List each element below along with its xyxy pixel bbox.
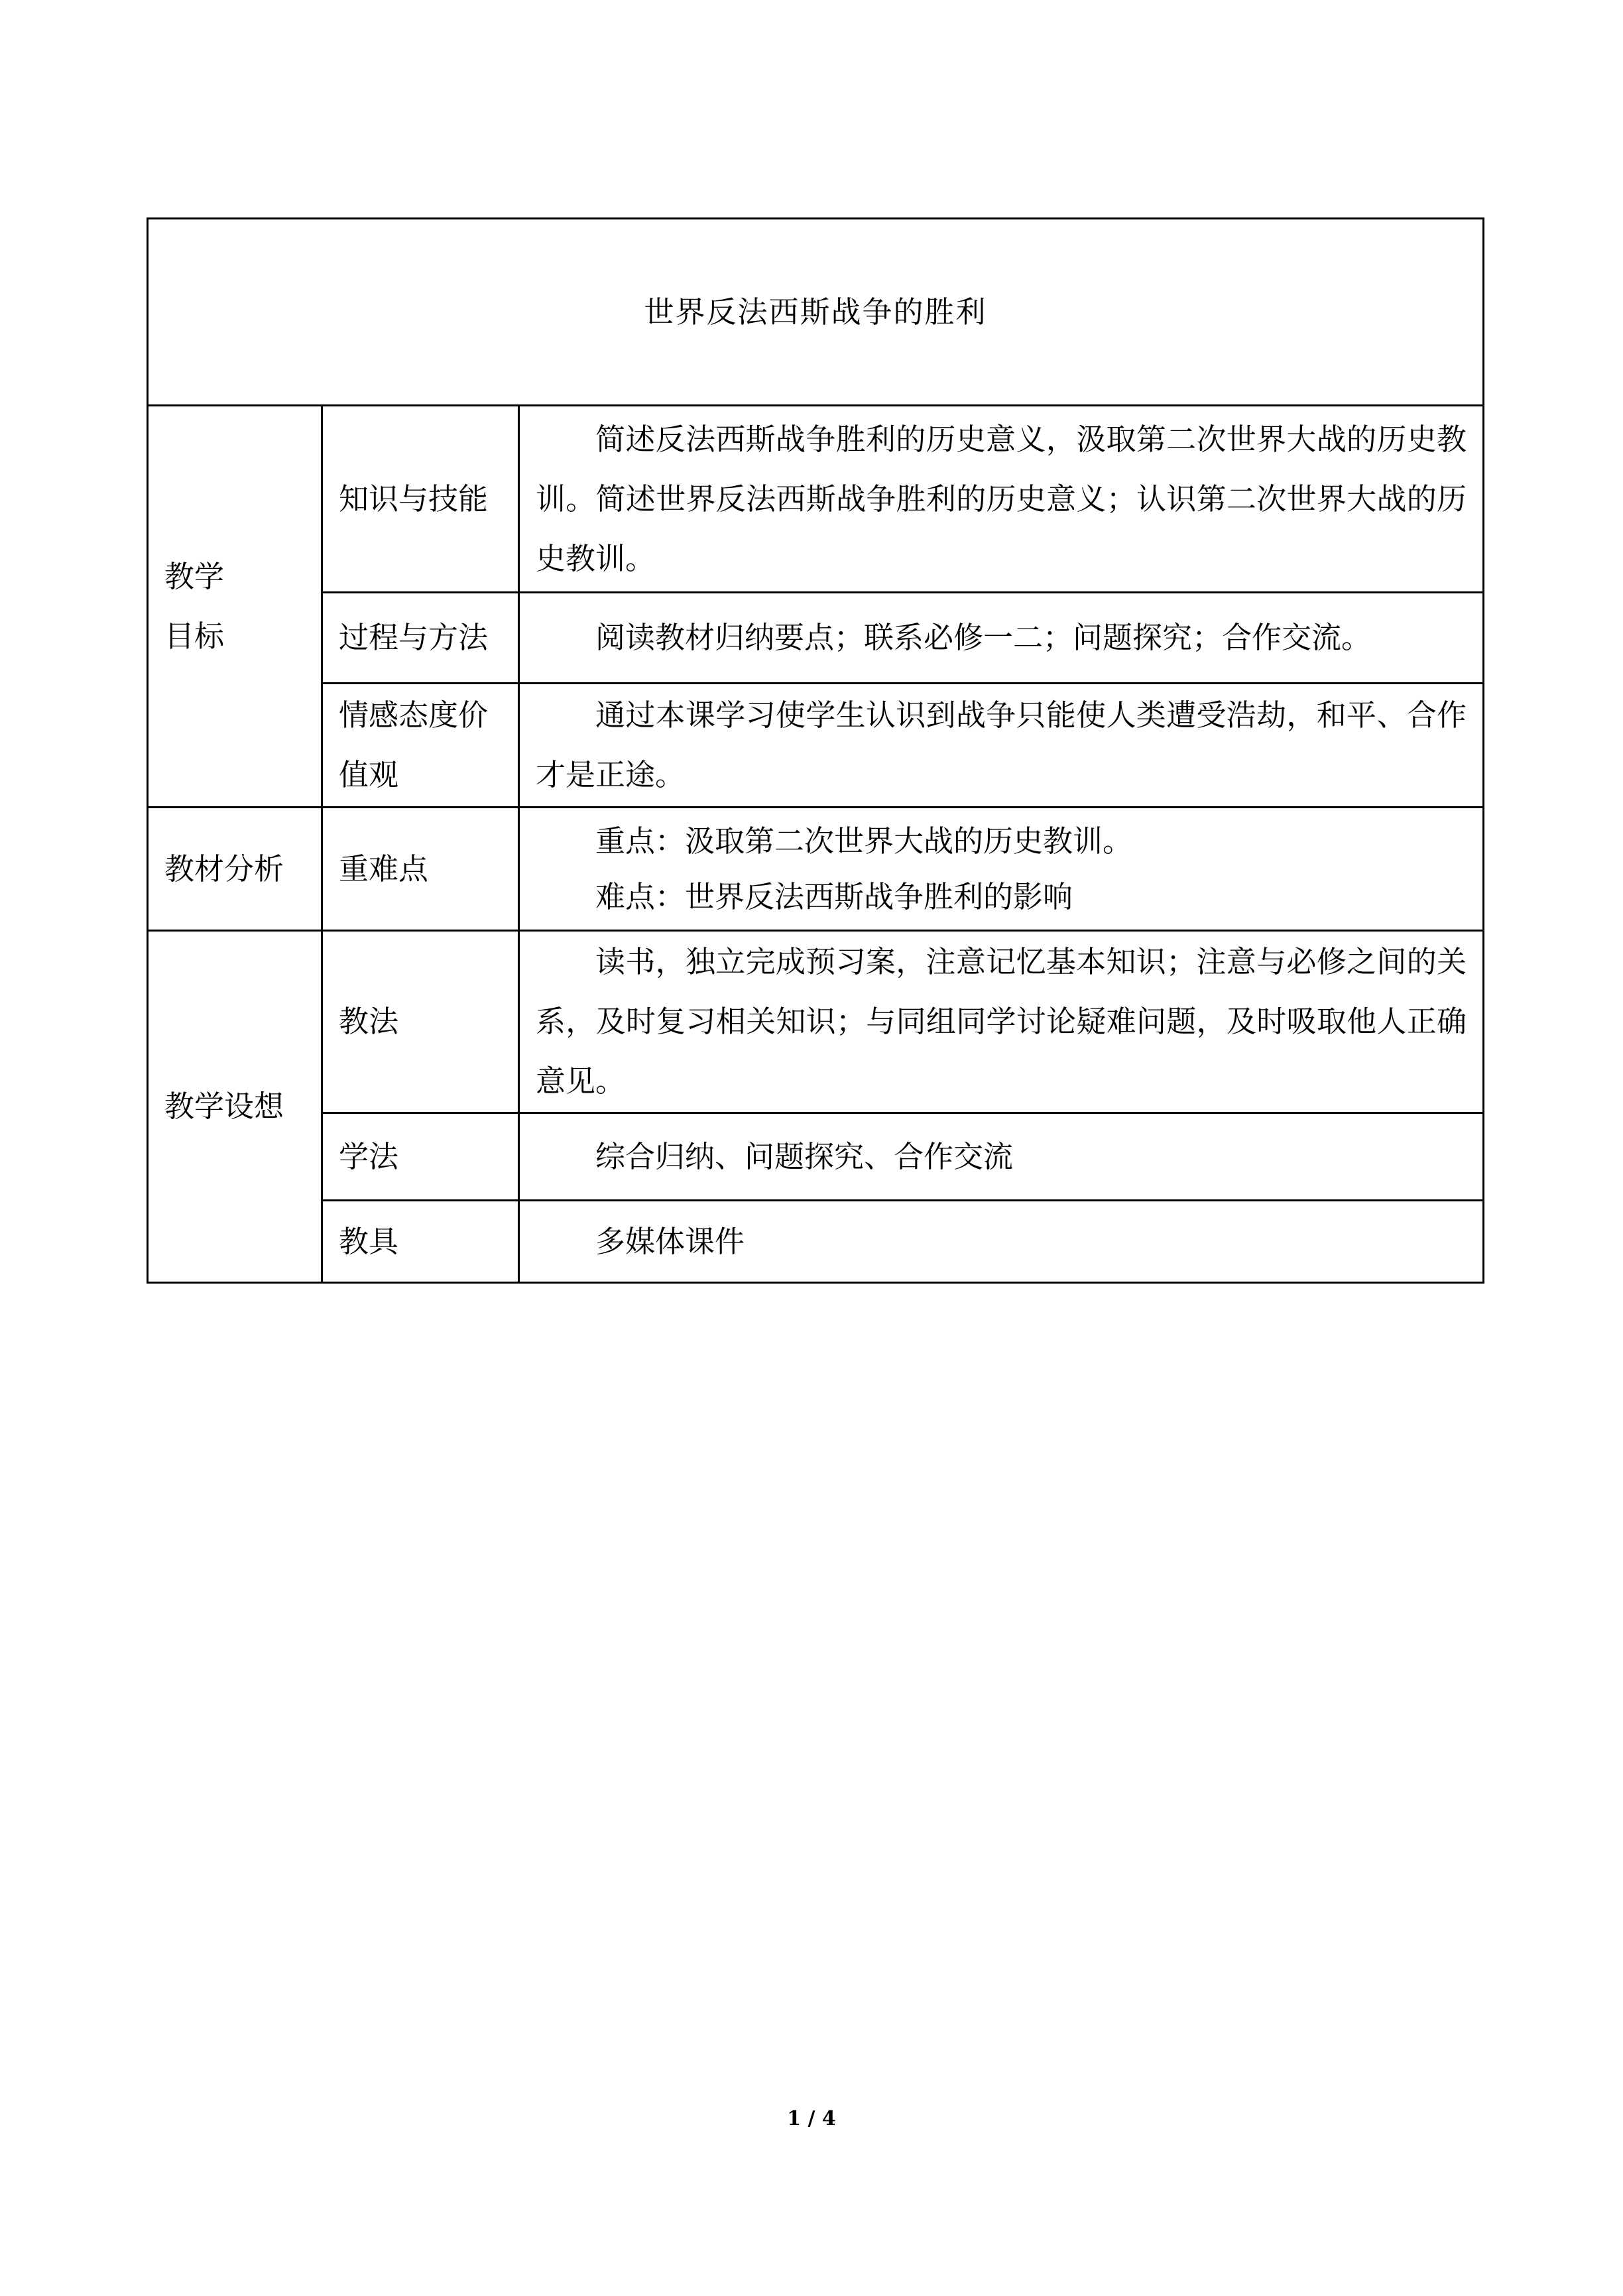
learning-method-label: 学法 bbox=[322, 1113, 519, 1201]
design-category-label: 教学设想 bbox=[148, 931, 322, 1283]
key-difficult-label: 重难点 bbox=[322, 808, 519, 931]
knowledge-skills-content bbox=[519, 406, 1484, 593]
attitude-values-text: 通过本课学习使学生认识到战争只能使人类遭受浩劫，和平、合作才是正途。 bbox=[536, 697, 1467, 792]
objectives-label-line2: 目标 bbox=[164, 618, 225, 654]
objectives-row-attitude bbox=[148, 684, 1484, 808]
teaching-method-content bbox=[519, 931, 1484, 1113]
objectives-row-process bbox=[148, 593, 1484, 684]
knowledge-skills-label: 知识与技能 bbox=[322, 406, 519, 593]
key-difficult-content bbox=[519, 808, 1484, 931]
teaching-method-text: 读书，独立完成预习案，注意记忆基本知识；注意与必修之间的关系，及时复习相关知识；与同组同学讨论疑难问题，及时吸取他人正确意见。 bbox=[536, 944, 1467, 1099]
process-method-content bbox=[519, 593, 1484, 684]
objectives-category-label bbox=[148, 406, 322, 808]
analysis-row bbox=[148, 808, 1484, 931]
knowledge-skills-text: 简述反法西斯战争胜利的历史意义，汲取第二次世界大战的历史教训。简述世界反法西斯战争胜利的历史意义；认识第二次世界大战的历史教训。 bbox=[536, 421, 1467, 576]
lesson-plan-table bbox=[147, 217, 1484, 1284]
teaching-tools-content bbox=[519, 1201, 1484, 1283]
attitude-values-content bbox=[519, 684, 1484, 808]
learning-method-content bbox=[519, 1113, 1484, 1201]
objectives-label-line1: 教学 bbox=[164, 558, 225, 594]
teaching-tools-label: 教具 bbox=[322, 1201, 519, 1283]
objectives-row-knowledge bbox=[148, 406, 1484, 593]
attitude-values-label: 情感态度价值观 bbox=[322, 684, 519, 808]
learning-method-text: 综合归纳、问题探究、合作交流 bbox=[595, 1138, 1014, 1174]
process-method-text: 阅读教材归纳要点；联系必修一二；问题探究；合作交流。 bbox=[595, 620, 1372, 655]
teaching-method-label: 教法 bbox=[322, 931, 519, 1113]
design-row-teaching-method bbox=[148, 931, 1484, 1113]
title-row bbox=[148, 219, 1484, 406]
page-number: 1 / 4 bbox=[787, 2107, 836, 2130]
key-point-text: 重点：汲取第二次世界大战的历史教训。 bbox=[595, 823, 1133, 859]
design-row-learning-method bbox=[148, 1113, 1484, 1201]
difficult-point-text: 难点：世界反法西斯战争胜利的影响 bbox=[595, 878, 1073, 914]
analysis-category-label: 教材分析 bbox=[148, 808, 322, 931]
design-row-tools bbox=[148, 1201, 1484, 1283]
teaching-tools-text: 多媒体课件 bbox=[595, 1223, 745, 1259]
process-method-label: 过程与方法 bbox=[322, 593, 519, 684]
page-title: 世界反法西斯战争的胜利 bbox=[148, 219, 1484, 406]
